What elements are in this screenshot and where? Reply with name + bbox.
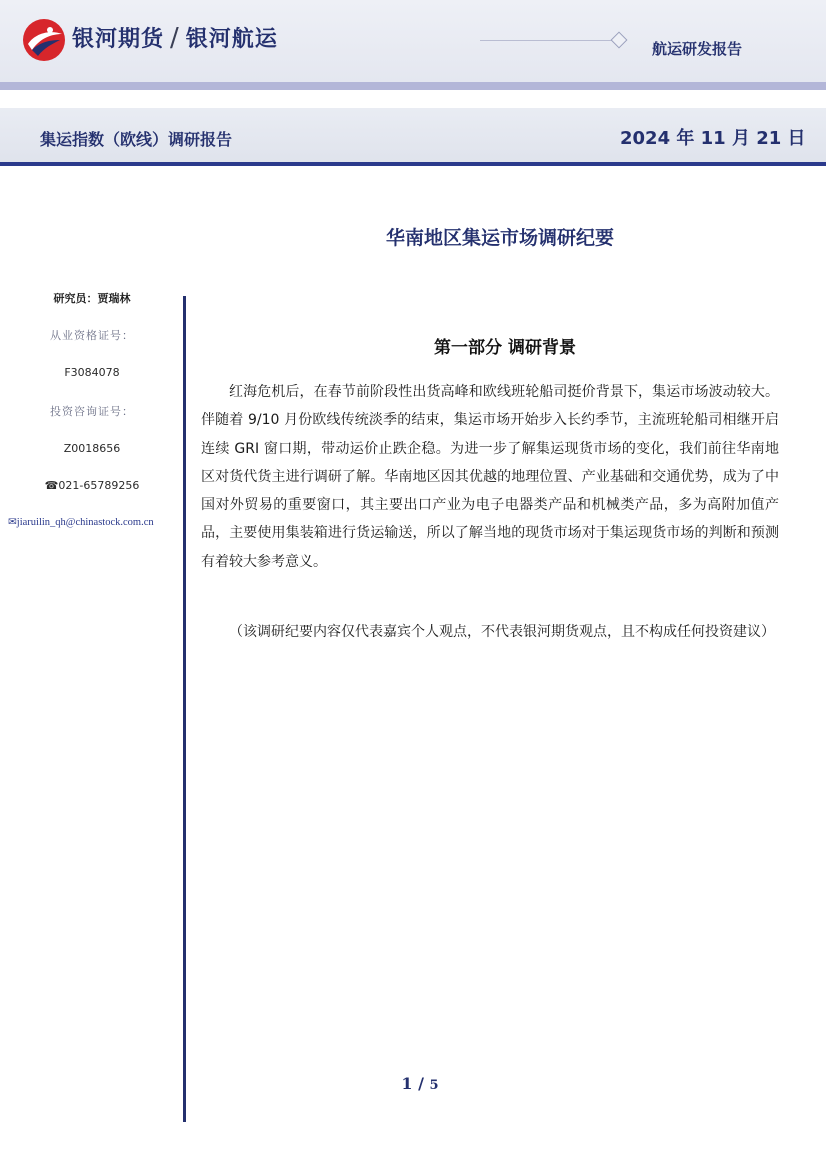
advisory-number: Z0018656 — [63, 442, 121, 455]
page-total: 5 — [429, 1078, 439, 1093]
report-type-label: 航运研发报告 — [652, 40, 743, 58]
qualification-label: 从业资格证号： — [50, 329, 134, 342]
section-title: 第一部分 调研背景 — [434, 338, 576, 358]
report-date: 2024 年 11 月 21 日 — [620, 128, 806, 149]
brand-galaxy-futures: 银河期货 — [72, 27, 165, 52]
brand-separator: / — [170, 23, 180, 53]
report-subtitle: 集运指数（欧线）调研报告 — [40, 130, 233, 149]
header-decor-line — [480, 40, 615, 41]
brand-galaxy-shipping: 银河航运 — [185, 27, 278, 52]
page-separator: / — [418, 1074, 424, 1093]
page-current: 1 — [401, 1074, 413, 1093]
page-number — [380, 1074, 460, 1093]
email-link[interactable]: ✉jiaruilin_qh@chinastock.com.cn — [8, 517, 154, 528]
header-divider-strip — [0, 82, 826, 90]
brand-title — [72, 22, 278, 53]
galaxy-futures-logo-icon — [22, 18, 66, 62]
researcher-name: 研究员：贾瑞林 — [53, 292, 131, 305]
page-title: 华南地区集运市场调研纪要 — [385, 227, 614, 249]
disclaimer-paragraph: （该调研纪要内容仅代表嘉宾个人观点，不代表银河期货观点，且不构成任何投资建议） — [229, 624, 775, 640]
qualification-number: F3084078 — [64, 366, 120, 379]
phone-number: ☎021-65789256 — [44, 479, 140, 492]
subheader-rule — [0, 162, 826, 166]
body-paragraph: 红海危机后，在春节前阶段性出货高峰和欧线班轮船司挺价背景下，集运市场波动较大。伴随着 9/10 月份欧线传统淡季的结束，集运市场开始步入长约季节，主流班轮船司相继开启连续 GRI 窗口期，带动运价止跌企稳。为进一步了解集运现货市场的变化，我们前往华南地区对货代货主进行调研了解。华南地区因其优越的地理位置、产业基础和交通优势，成为了中国对外贸易的重要窗口，其主要出口产业为电子电器类产品和机械类产品，多为高附加值产品，主要使用集装箱进行货运输送，所以了解当地的现货市场对于集运现货市场的判断和预测有着较大参考意义。 — [201, 384, 779, 570]
advisory-label: 投资咨询证号： — [50, 405, 134, 418]
sidebar-vertical-rule — [183, 296, 186, 1122]
